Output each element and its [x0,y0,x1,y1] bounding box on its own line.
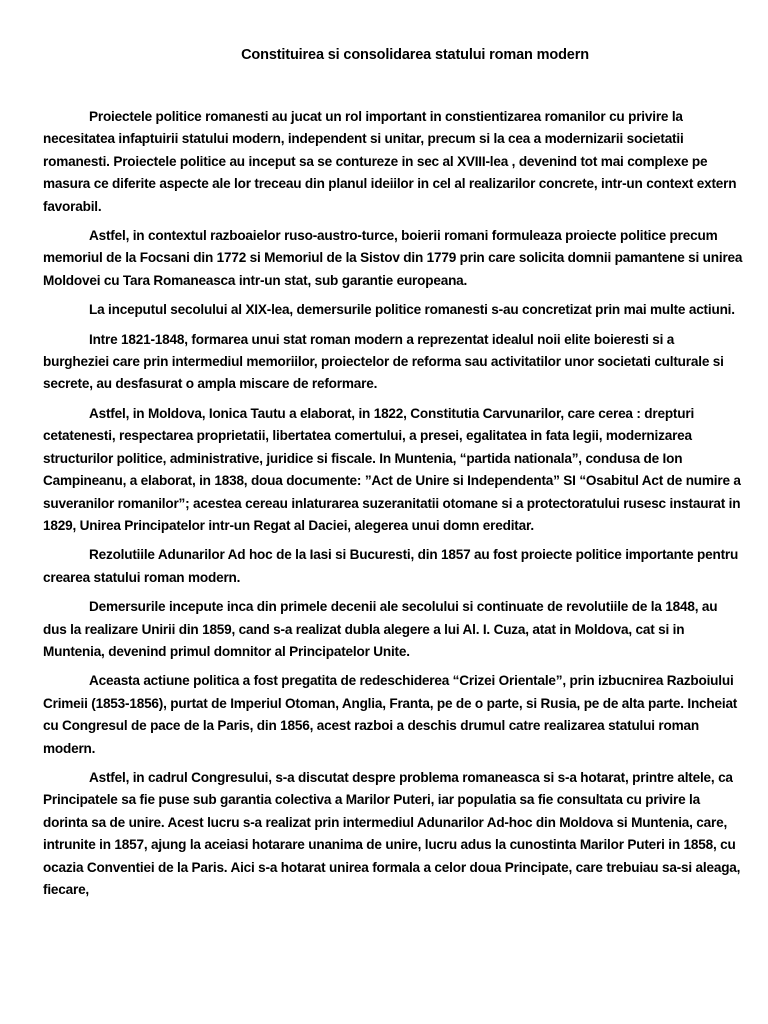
paragraph-crimean-war: Aceasta actiune politica a fost pregatita de redeschiderea “Crizei Orientale”, prin izbucnirea Razboiului Crimeii (1853-1856), purtat de Imperiul Otoman, Anglia, Franta, pe de o parte, si Rusia, pe de alta parte. Incheiat cu Congresul de pace de la Paris, din 1856, acest razboi a deschis drumul catre realizarea statului roman modern. [43,673,738,756]
paragraph-19th-century-start: La inceputul secolului al XIX-lea, demersurile politice romanesti s-au concretizat prin mai multe actiuni. [89,302,735,318]
paragraph-intro: Proiectele politice romanesti au jucat un rol important in constientizarea romanilor cu privire la necesitatea infaptuirii statului modern, independent si unitar, precum si la cea a modernizarii societatii romanesti. Proiectele politice au inceput sa se contureze in sec al XVIII-lea , devenind tot mai complexe pe masura ce diferite aspecte ale lor treceau din planul ideiilor in cel al realizarilor concrete, intr-un context extern favorabil. [43,109,737,214]
document-body [43,106,743,908]
paragraph-paris-congress: Astfel, in cadrul Congresului, s-a discutat despre problema romaneasca si s-a hotarat, printre altele, ca Principatele sa fie puse sub garantia colectiva a Marilor Puteri, iar populatia sa fie consultata cu privire la dorinta sa de unire. Acest lucru s-a realizat prin intermediul Adunarilor Ad-hoc din Moldova si Muntenia, care, intrunite in 1857, ajung la aceiasi hotarare unanima de unire, lucru adus la cunostinta Marilor Puteri in 1858, cu ocazia Conventiei de la Paris. Aici s-a hotarat unirea formala a celor doua Principate, care trebuiau sa-si aleaga, fiecare, [43,769,741,897]
paragraph-18th-century-memorials: Astfel, in contextul razboaielor ruso-austro-turce, boierii romani formuleaza proiecte politice precum memoriul de la Focsani din 1772 si Memoriul de la Sistov din 1779 prin care solicita domnii pamantene si unirea Moldovei cu Tara Romaneasca intr-un stat, sub garantie europeana. [43,228,743,288]
paragraph-ad-hoc-resolutions: Rezolutiile Adunarilor Ad hoc de la Iasi si Bucuresti, din 1857 au fost proiecte politice importante pentru crearea statului roman modern. [43,547,739,585]
paragraph-1821-1848: Intre 1821-1848, formarea unui stat roman modern a reprezentat idealul noii elite boieresti si a burgheziei care prin intermediul memoriilor, proiectelor de reforma sau activitatilor unor societati culturale si secrete, au desfasurat o ampla miscare de reformare. [43,331,724,392]
paragraph-union-1859: Demersurile incepute inca din primele decenii ale secolului si continuate de revolutiile de la 1848, au dus la realizare Unirii din 1859, cand s-a realizat dubla alegere a lui Al. I. Cuza, atat in Moldova, cat si in Muntenia, devenind primul domnitor al Principatelor Unite. [43,599,718,659]
paragraph-carvunari-constitution: Astfel, in Moldova, Ionica Tautu a elaborat, in 1822, Constitutia Carvunarilor, care cerea : drepturi cetatenesti, respectarea proprietatii, libertatea comertului, a presei, egalitatea in fata legii, modernizarea structurilor politice, administrative, juridice si fiscale. In Muntenia, “partida nationala”, condusa de Ion Campineanu, a elaborat, in 1838, doua documente: ”Act de Unire si Independenta” SI “Osabitul Act de numire a suveranilor romanilor”; acestea cereau inlaturarea suzeranitatii otomane si a protectoratului rusesc instaurat in 1829, Unirea Principatelor intr-un Regat al Daciei, alegerea unui domn ereditar. [43,405,741,533]
document-title: Constituirea si consolidarea statului roman modern [241,47,589,63]
